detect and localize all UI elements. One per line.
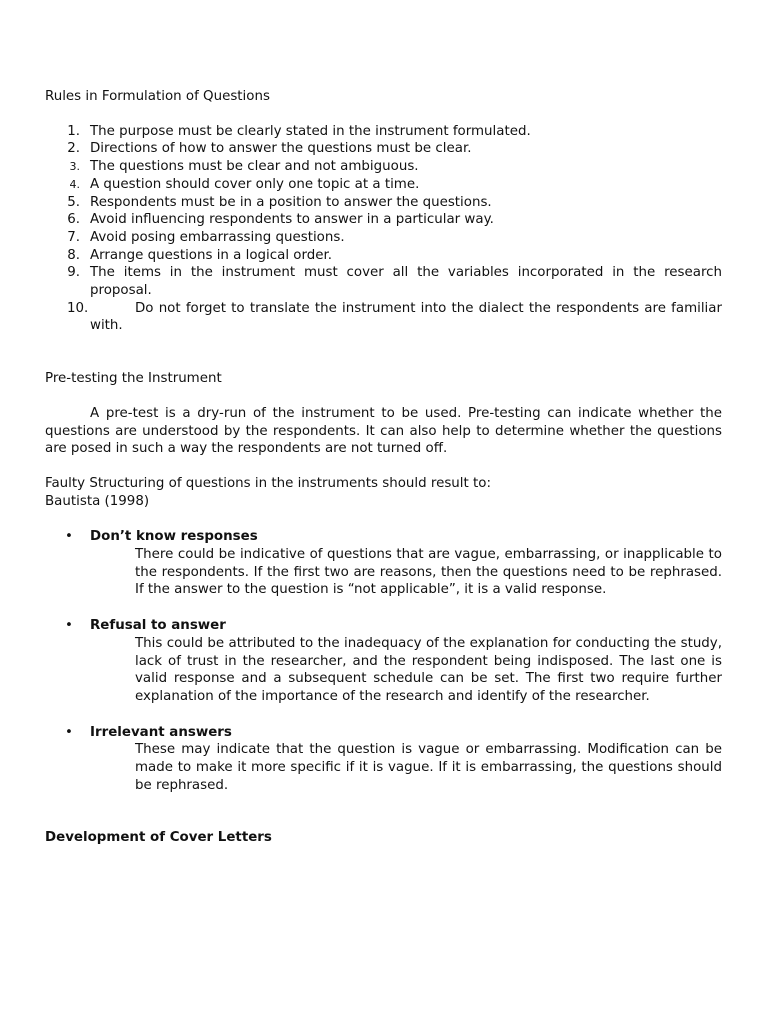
list-number: 1. (67, 123, 80, 139)
response-types-list (45, 528, 722, 794)
list-item (45, 211, 722, 229)
list-item (45, 724, 722, 795)
list-item (45, 528, 722, 599)
bullet-icon: • (65, 529, 73, 545)
section-title-pretesting: Pre-testing the Instrument (45, 371, 222, 387)
citation-line: Bautista (1998) (45, 493, 150, 509)
list-text: Avoid influencing respondents to answer in a particular way. (90, 212, 494, 228)
list-text: Avoid posing embarrassing questions. (90, 229, 345, 245)
list-item (45, 229, 722, 247)
list-number: 7. (67, 229, 80, 245)
list-item (45, 194, 722, 212)
section-title-cover-letters: Development of Cover Letters (45, 829, 272, 845)
list-text: Do not forget to translate the instrument into the dialect the respondents are familiar with. (90, 300, 722, 334)
list-text: A question should cover only one topic at a time. (90, 176, 420, 192)
list-number: 6. (67, 212, 80, 228)
list-number: 9. (67, 265, 80, 281)
list-number: 10. (67, 300, 89, 316)
list-number: 3. (69, 160, 80, 174)
list-item (45, 247, 722, 265)
list-number: 5. (67, 194, 80, 210)
list-item (45, 123, 722, 141)
pretest-paragraph: A pre-test is a dry-run of the instrument to be used. Pre-testing can indicate whether the questions are understood by the respondents. It can also help to determine whether the questions are posed in such a way the respondents are not turned off. (45, 405, 722, 457)
document-page (45, 88, 722, 846)
list-item (45, 158, 722, 176)
list-text: The questions must be clear and not ambiguous. (90, 159, 419, 175)
bullet-body: This could be attributed to the inadequacy of the explanation for conducting the study, lack of trust in the researcher, and the respondent being indisposed. The last one is valid response and a subsequent schedule can be set. The first two require further explanation of the importance of the research and identify of the researcher. (135, 635, 722, 704)
section-title-rules: Rules in Formulation of Questions (45, 89, 270, 104)
list-number: 8. (67, 247, 80, 263)
list-item (45, 264, 722, 299)
list-text: The purpose must be clearly stated in the instrument formulated. (90, 123, 531, 139)
bullet-icon: • (65, 724, 73, 740)
list-item (45, 617, 722, 706)
list-text: Respondents must be in a position to answer the questions. (90, 194, 492, 210)
list-text: Arrange questions in a logical order. (90, 247, 333, 263)
list-number: 2. (67, 141, 80, 157)
bullet-title: Refusal to answer (90, 618, 226, 634)
bullet-icon: • (65, 618, 73, 634)
list-text: The items in the instrument must cover all the variables incorporated in the research proposal. (90, 265, 722, 299)
list-item (45, 300, 722, 335)
bullet-title: Don’t know responses (90, 529, 258, 545)
rules-list (45, 123, 722, 335)
list-text: Directions of how to answer the questions must be clear. (90, 141, 472, 157)
list-item (45, 176, 722, 194)
list-item (45, 140, 722, 158)
faulty-structuring-line: Faulty Structuring of questions in the instruments should result to: (45, 475, 491, 491)
bullet-body: There could be indicative of questions that are vague, embarrassing, or inapplicable to the respondents. If the first two are reasons, then the questions need to be rephrased. If the answer to the question is “not applicable”, it is a valid response. (135, 547, 722, 598)
bullet-body: These may indicate that the question is vague or embarrassing. Modification can be made to make it more specific if it is vague. If it is embarrassing, the questions should be rephrased. (135, 742, 722, 793)
bullet-title: Irrelevant answers (90, 724, 232, 740)
list-number: 4. (69, 177, 80, 191)
